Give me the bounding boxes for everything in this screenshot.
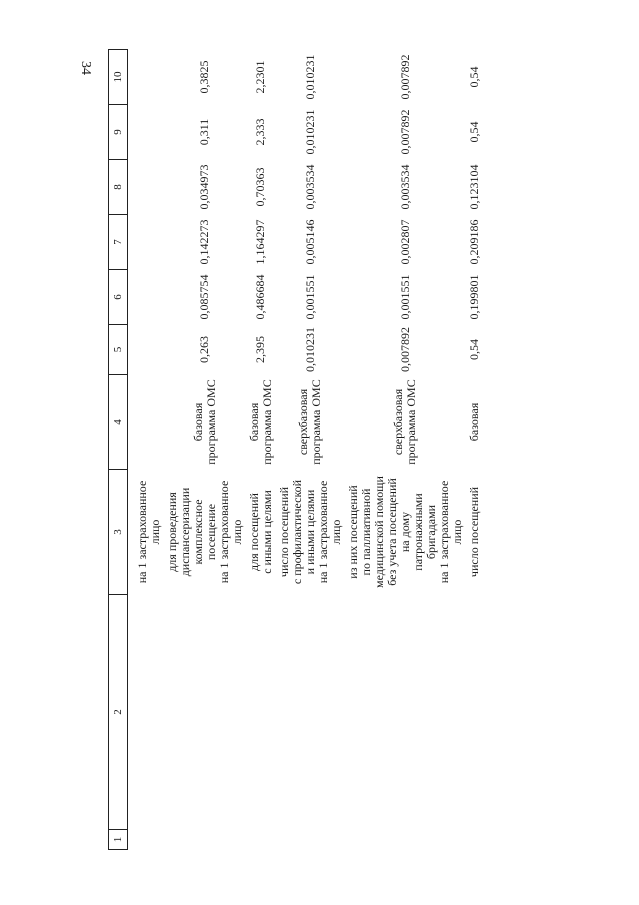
value-cell: 0,263 <box>197 336 211 363</box>
table-row <box>134 50 164 850</box>
header-col-7: 7 <box>109 215 128 270</box>
program-cell <box>134 375 164 470</box>
data-table <box>108 49 483 850</box>
value-cell: 0,003534 <box>397 164 412 210</box>
value-cell: 0,70363 <box>253 167 267 207</box>
value-cell: 0,003534 <box>302 164 317 210</box>
header-col-6: 6 <box>109 270 128 325</box>
program-cell: базовая программа ОМС <box>190 379 218 465</box>
header-col-8: 8 <box>109 160 128 215</box>
value-cell: 0,123104 <box>466 164 481 210</box>
program-cell: сверхбазовая программа ОМС <box>296 379 323 465</box>
value-cell: 0,085754 <box>197 274 211 320</box>
value-cell: 0,007892 <box>397 327 412 372</box>
value-cell: 0,54 <box>466 339 481 360</box>
program-cell: базовая <box>466 402 481 442</box>
table-row <box>164 50 246 850</box>
value-cell: 0,001551 <box>302 274 317 320</box>
value-cell: 0,010231 <box>302 54 317 100</box>
header-col-1: 1 <box>109 830 128 850</box>
header-col-2: 2 <box>109 595 128 830</box>
value-cell: 2,2301 <box>253 60 267 94</box>
value-cell: 0,486684 <box>253 274 267 320</box>
header-col-9: 9 <box>109 105 128 160</box>
value-cell <box>134 50 164 105</box>
header-col-10: 10 <box>109 50 128 105</box>
value-cell: 0,010231 <box>302 109 317 155</box>
table-row <box>246 50 276 850</box>
value-cell: 0,005146 <box>302 219 317 265</box>
value-cell: 0,54 <box>466 121 481 143</box>
value-cell: 0,001551 <box>397 274 412 320</box>
table-row <box>276 50 345 850</box>
header-col-5: 5 <box>109 325 128 375</box>
header-col-4: 4 <box>109 375 128 470</box>
value-cell: 0,142273 <box>197 219 211 265</box>
value-cell: 0,007892 <box>397 54 412 100</box>
value-cell: 0,199801 <box>466 274 481 320</box>
value-cell <box>134 325 164 375</box>
value-cell <box>134 105 164 160</box>
value-cell: 1,164297 <box>253 219 267 265</box>
value-cell: 2,333 <box>253 118 267 146</box>
value-cell: 0,54 <box>466 66 481 88</box>
value-cell <box>134 160 164 215</box>
row-label: число посещений <box>466 486 481 578</box>
row-label: для проведения диспансеризации комплексное посещение на 1 застрахованное лицо <box>164 480 244 584</box>
value-cell: 0,3825 <box>197 60 211 94</box>
row-label: для посещений с иными целями <box>246 490 274 574</box>
value-cell: 0,034973 <box>197 164 211 210</box>
program-cell: базовая программа ОМС <box>246 379 274 465</box>
value-cell: 0,311 <box>197 118 211 146</box>
value-cell: 0,002807 <box>397 219 412 265</box>
page-number: 34 <box>78 61 93 75</box>
value-cell: 0,209186 <box>466 219 481 265</box>
value-cell <box>134 270 164 325</box>
program-cell: сверхбазовая программа ОМС <box>391 379 418 465</box>
row-label: на 1 застрахованное лицо <box>134 480 162 584</box>
table-row <box>466 50 483 850</box>
rotated-table-container <box>108 50 558 850</box>
value-cell <box>134 215 164 270</box>
row-label: число посещений с профилактической и иными целями на 1 застрахованное лицо <box>276 479 343 585</box>
value-cell: 0,007892 <box>397 109 412 155</box>
header-col-3: 3 <box>109 470 128 595</box>
header-row <box>109 50 128 850</box>
table-row <box>345 50 466 850</box>
value-cell: 2,395 <box>253 336 267 363</box>
row-label: из них посещений по паллиативной медицинской помощи без учета посещений на дому патронажными бригадами на 1 застрахованное лицо <box>345 476 464 588</box>
value-cell: 0,010231 <box>302 327 317 372</box>
